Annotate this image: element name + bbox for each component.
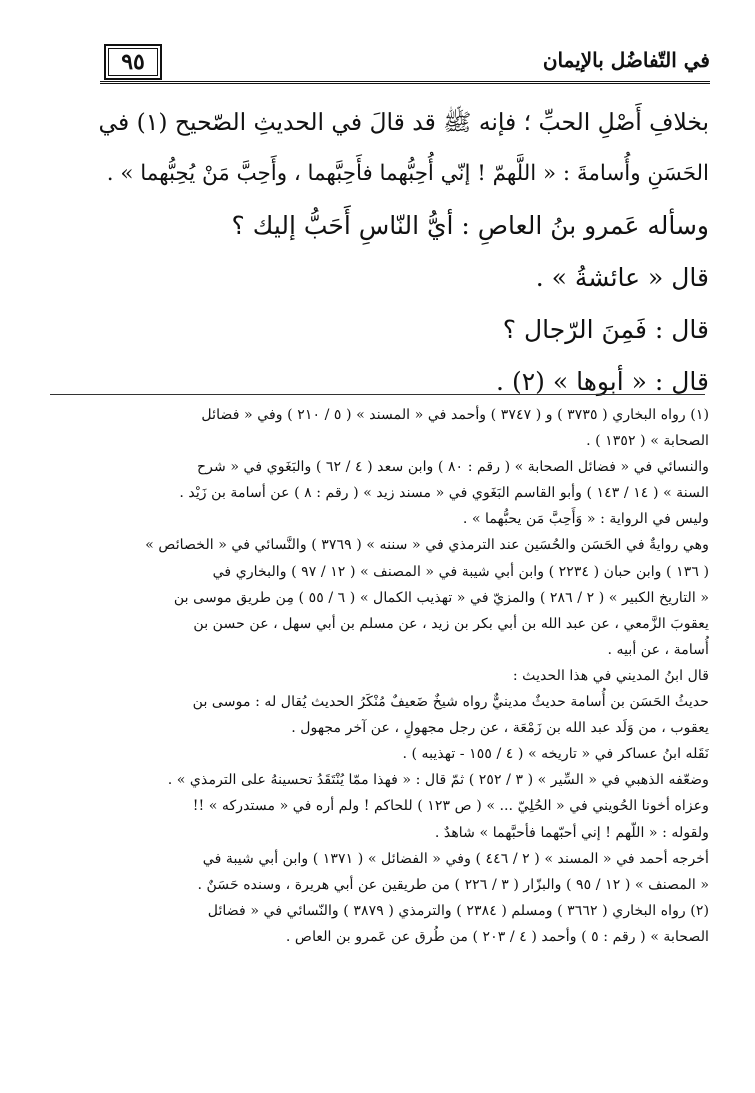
footnote-line: ولقوله : « اللّهم ! إني أحبّهما فأحبَّهما » شاهدٌ . xyxy=(434,824,709,841)
body-line: بخلافِ أَصْلِ الحبِّ ؛ فإنه ﷺ قد قالَ في الحديثِ الصّحيح (١) في xyxy=(98,108,709,136)
footnote-line: ( ١٣٦ ) وابن حبان ( ٢٢٣٤ ) وابن أبي شيبة في « المصنف » ( ١٢ / ٩٧ ) والبخاري في xyxy=(212,563,709,580)
footnote-line: وهي روايةٌ في الحَسَن والحُسَين عند الترمذي في « سننه » ( ٣٧٦٩ ) والنَّسائي في « الخصائص » xyxy=(145,537,709,554)
footnote-line: يعقوب ، من وَلَد عبد الله بن زَمْعَة ، عن رجل مجهولٍ ، عن آخر مجهول . xyxy=(291,720,709,737)
footnote-line: حديثُ الحَسَن بن أُسامة حديثٌ مدينيٌّ رواه شيخٌ ضَعيفٌ مُنْكَرُ الحديث يُقال له : موسى بن xyxy=(192,694,709,711)
footnote-line: يعقوبَ الزَّمعي ، عن عبد الله بن أبي بكر بن زيد ، عن مسلم بن أبي سهل ، عن حسن بن xyxy=(193,615,709,632)
footnote-line: وليس في الرواية : « وَأَحِبَّ مَن يحبُّهما » . xyxy=(462,511,709,528)
footnote-line: والنسائي في « فضائل الصحابة » ( رقم : ٨٠ ) وابن سعد ( ٤ / ٦٢ ) والبَغَوي في « شرح xyxy=(196,459,709,476)
footnote-line: السنة » ( ١٤ / ١٤٣ ) وأبو القاسم البَغَوي في « مسند زيد » ( رقم : ٨ ) عن أسامة بن زَيْد . xyxy=(179,485,709,502)
footnote-line: « التاريخ الكبير » ( ٢ / ٢٨٦ ) والمزيّ في « تهذيب الكمال » ( ٦ / ٥٥ ) مِن طريق موسى بن xyxy=(173,589,709,606)
footnote-line: « المصنف » ( ١٢ / ٩٥ ) والبزّار ( ٣ / ٢٢٦ ) من طريقين عن أبي هريرة ، وسنده حَسَنٌ . xyxy=(197,876,709,893)
main-text xyxy=(98,96,709,408)
running-title: في التّفاضُل بالإيمان xyxy=(542,48,710,72)
footnote-separator xyxy=(50,394,705,395)
footnote-line: نَقَله ابنُ عساكر في « تاريخه » ( ٤ / ١٥٥ - تهذيبه ) . xyxy=(402,746,709,763)
footnote-line: أخرجه أحمد في « المسند » ( ٢ / ٤٤٦ ) وفي « الفضائل » ( ١٣٧١ ) وابن أبي شيبة في xyxy=(202,850,709,867)
footnotes xyxy=(48,402,709,950)
page-number: ٩٥ xyxy=(104,44,162,80)
body-line: قال : « أبوها » (٢) . xyxy=(496,367,709,396)
footnote-line: وضعّفه الذهبي في « السِّير » ( ٣ / ٢٥٢ ) ثمّ قال : « فهذا ممّا يُنْتَقَدُ تحسينهُ على الترمذي » . xyxy=(167,772,709,789)
body-line: الحَسَنِ وأُسامةَ : « اللَّهمّ ! إنّي أُحِبُّهما فأَحِبَّهما ، وأَحِبَّ مَنْ يُحِبُّهما » . xyxy=(106,161,709,186)
header-rule xyxy=(100,81,710,84)
footnote-line: وعزاه أخونا الحُويني في « الحُلِيّ ... » ( ص ١٢٣ ) للحاكم ! ولم أره في « مستدركه » !! xyxy=(192,798,709,815)
body-line: قال : فَمِنَ الرّجال ؟ xyxy=(502,315,709,344)
body-line: وسأله عَمرو بنُ العاصِ : أيُّ النّاسِ أَحَبُّ إليك ؟ xyxy=(231,211,709,240)
footnote-line: الصحابة » ( ١٣٥٢ ) . xyxy=(586,433,709,450)
footnote-line: قال ابنُ المديني في هذا الحديث : xyxy=(512,667,709,684)
footnote-line: (١) رواه البخاري ( ٣٧٣٥ ) و ( ٣٧٤٧ ) وأحمد في « المسند » ( ٥ / ٢١٠ ) وفي « فضائل xyxy=(201,407,709,423)
body-line: قال « عائشةُ » . xyxy=(535,263,709,292)
footnote-line: الصحابة » ( رقم : ٥ ) وأحمد ( ٤ / ٢٠٣ ) من طُرق عن عَمرو بن العاص . xyxy=(285,928,709,945)
page-header xyxy=(100,40,710,84)
footnote-line: أُسامة ، عن أبيه . xyxy=(607,641,709,658)
footnote-line: (٢) رواه البخاري ( ٣٦٦٢ ) ومسلم ( ٢٣٨٤ ) والترمذي ( ٣٨٧٩ ) والنّسائي في « فضائل xyxy=(207,902,709,919)
